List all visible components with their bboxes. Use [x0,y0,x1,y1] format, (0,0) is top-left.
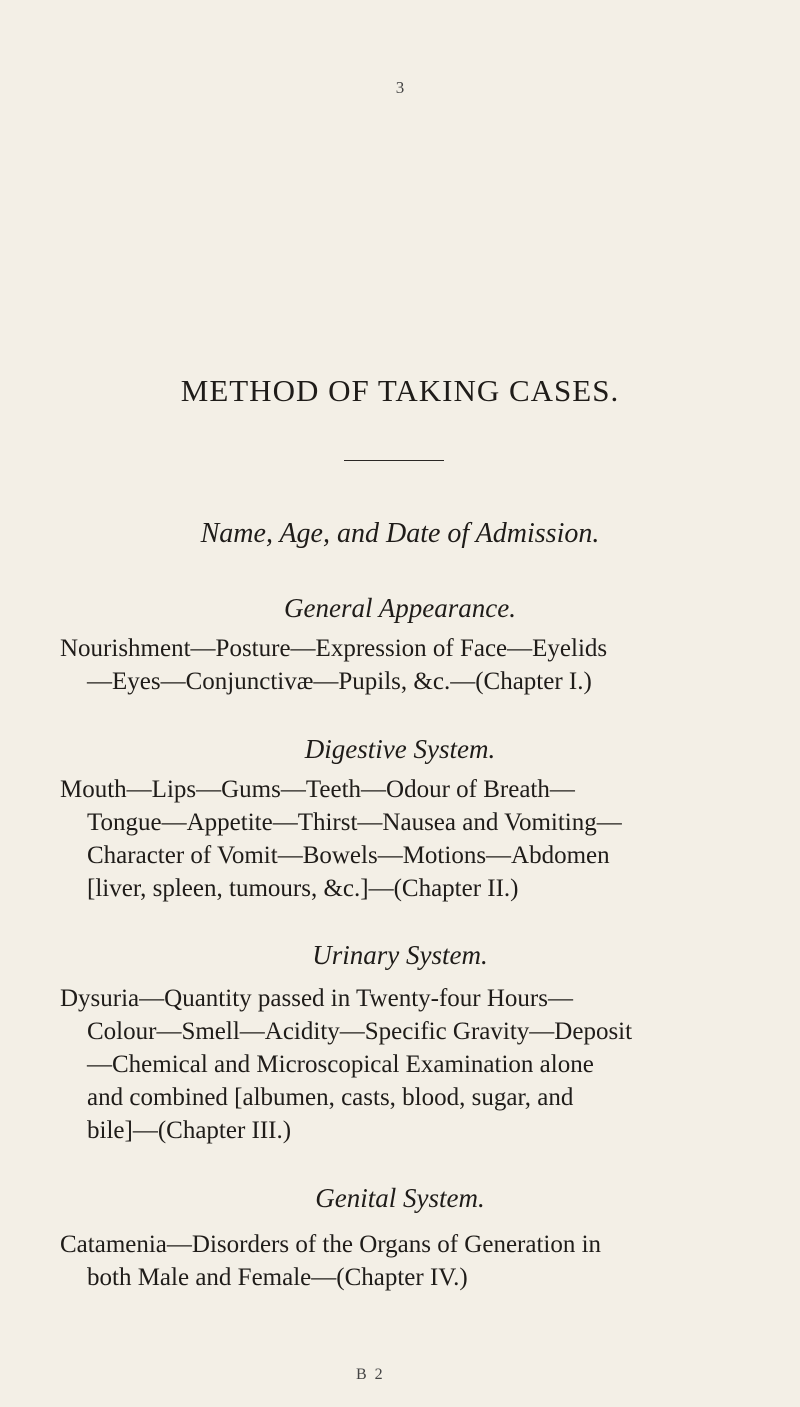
text-line: Character of Vomit—Bowels—Motions—Abdomen [87,842,610,869]
paragraph-general-appearance [60,632,760,698]
page-title: METHOD OF TAKING CASES. [180,373,620,408]
signature-mark: B 2 [356,1366,385,1383]
text-line: Tongue—Appetite—Thirst—Nausea and Vomiting— [87,809,622,836]
paragraph-digestive-system [60,773,760,905]
heading-urinary-system: Urinary System. [312,940,488,970]
text-line: Colour—Smell—Acidity—Specific Gravity—Deposit [87,1018,633,1045]
heading-genital-system: Genital System. [315,1183,485,1213]
text-line: and combined [albumen, casts, blood, sugar, and [87,1084,574,1111]
text-line: Nourishment—Posture—Expression of Face—Eyelids [60,635,608,662]
heading-general-appearance: General Appearance. [284,593,516,623]
text-line: [liver, spleen, tumours, &c.]—(Chapter II.) [87,875,519,902]
paragraph-urinary-system [60,982,760,1147]
text-line: —Eyes—Conjunctivæ—Pupils, &c.—(Chapter I.) [87,668,592,695]
heading-digestive-system: Digestive System. [304,734,496,764]
text-line: bile]—(Chapter III.) [87,1117,292,1144]
text-line: —Chemical and Microscopical Examination alone [87,1051,594,1078]
text-line: Mouth—Lips—Gums—Teeth—Odour of Breath— [60,776,575,803]
text-line: Dysuria—Quantity passed in Twenty-four Hours— [60,985,573,1012]
text-line: Catamenia—Disorders of the Organs of Generation in [60,1231,602,1258]
paragraph-genital-system [60,1228,760,1294]
title-divider [344,460,444,461]
page-number: 3 [395,78,405,97]
text-line: both Male and Female—(Chapter IV.) [87,1264,468,1291]
heading-name-age-date: Name, Age, and Date of Admission. [200,518,600,549]
